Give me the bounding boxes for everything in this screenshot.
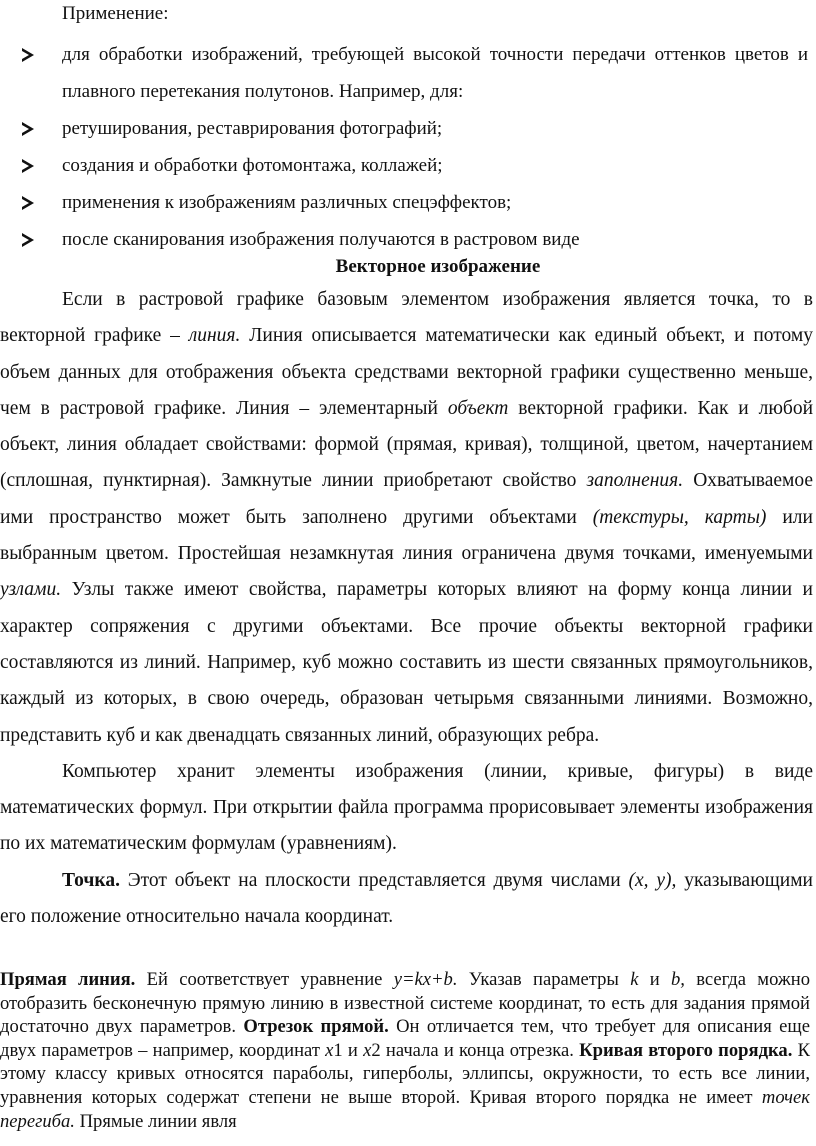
list-item: ретуширования, реставрирования фотографий; <box>0 110 816 147</box>
list-item: для обработки изображений, требующей высокой точности передачи оттенков цветов и плавного перетекания полутонов. Например, для: <box>0 36 816 110</box>
list-item: после сканирования изображения получаются в растровом виде <box>0 221 816 258</box>
arrow-bullet-icon <box>22 159 34 173</box>
paragraph-computer: Компьютер хранит элементы изображения (линии, кривые, фигуры) в виде математических формул. При открытии файла программа прорисовывает элементы изображения по их математическим формулам (уравнениям). <box>0 760 813 855</box>
paragraph-vector: Если в растровой графике базовым элементом изображения является точка, то в векторной графике – линия. Линия описывается математически как единый объект, и потому объем данных для отображения объекта средствами векторной графики существенно меньше, чем в растровой графике. Линия – элементарный объект векторной графики. Как и любой объект, линия обладает свойствами: формой (прямая, кривая), толщиной, цветом, начертанием (сплошная, пунктирная). Замкнутые линии приобретают свойство заполнения. Охватываемое ими пространство может быть заполнено другими объектами (текстуры, карты) или выбранным цветом. Простейшая незамкнутая линия ограничена двумя точками, именуемыми узлами. Узлы также имеют свойства, параметры которых влияют на форму конца линии и характер сопряжения с другими объектами. Все прочие объекты векторной графики составляются из линий. Например, куб можно составить из шести связанных прямоугольников, каждый из которых, в свою очередь, образован четырьмя связанными линиями. Возможно, представить куб и как двенадцать связанных линий, образующих ребра. <box>0 289 814 746</box>
arrow-bullet-icon <box>22 233 34 247</box>
paragraph-line: Прямая линия. Ей соответствует уравнение y=kx+b. Указав параметры k и b, всегда можно отобразить бесконечную прямую линию в известной системе координат, то есть для задания прямой достаточно двух параметров. Отрезок прямой. Он отличается тем, что требует для описания еще двух параметров – например, координат x1 и x2 начала и конца отрезка. Кривая второго порядка. К этому классу кривых относятся параболы, гиперболы, эллипсы, окружности, то есть все линии, уравнения которых содержат степени не выше второй. Кривая второго порядка не имеет точек перегиба. Прямые линии явля <box>0 969 810 1132</box>
body-text <box>0 282 816 935</box>
intro-label: Применение: <box>62 3 169 24</box>
usage-list <box>0 36 816 258</box>
body-text-continued <box>0 968 810 1133</box>
section-heading: Векторное изображение <box>335 256 541 277</box>
list-item: применения к изображениям различных спецэффектов; <box>0 184 816 221</box>
paragraph-point: Точка. Этот объект на плоскости представляется двумя числами (x, y), указывающими его положение относительно начала координат. <box>0 869 813 928</box>
arrow-bullet-icon <box>22 122 34 136</box>
arrow-bullet-icon <box>22 196 34 210</box>
arrow-bullet-icon <box>22 48 34 62</box>
list-item: создания и обработки фотомонтажа, коллажей; <box>0 147 816 184</box>
